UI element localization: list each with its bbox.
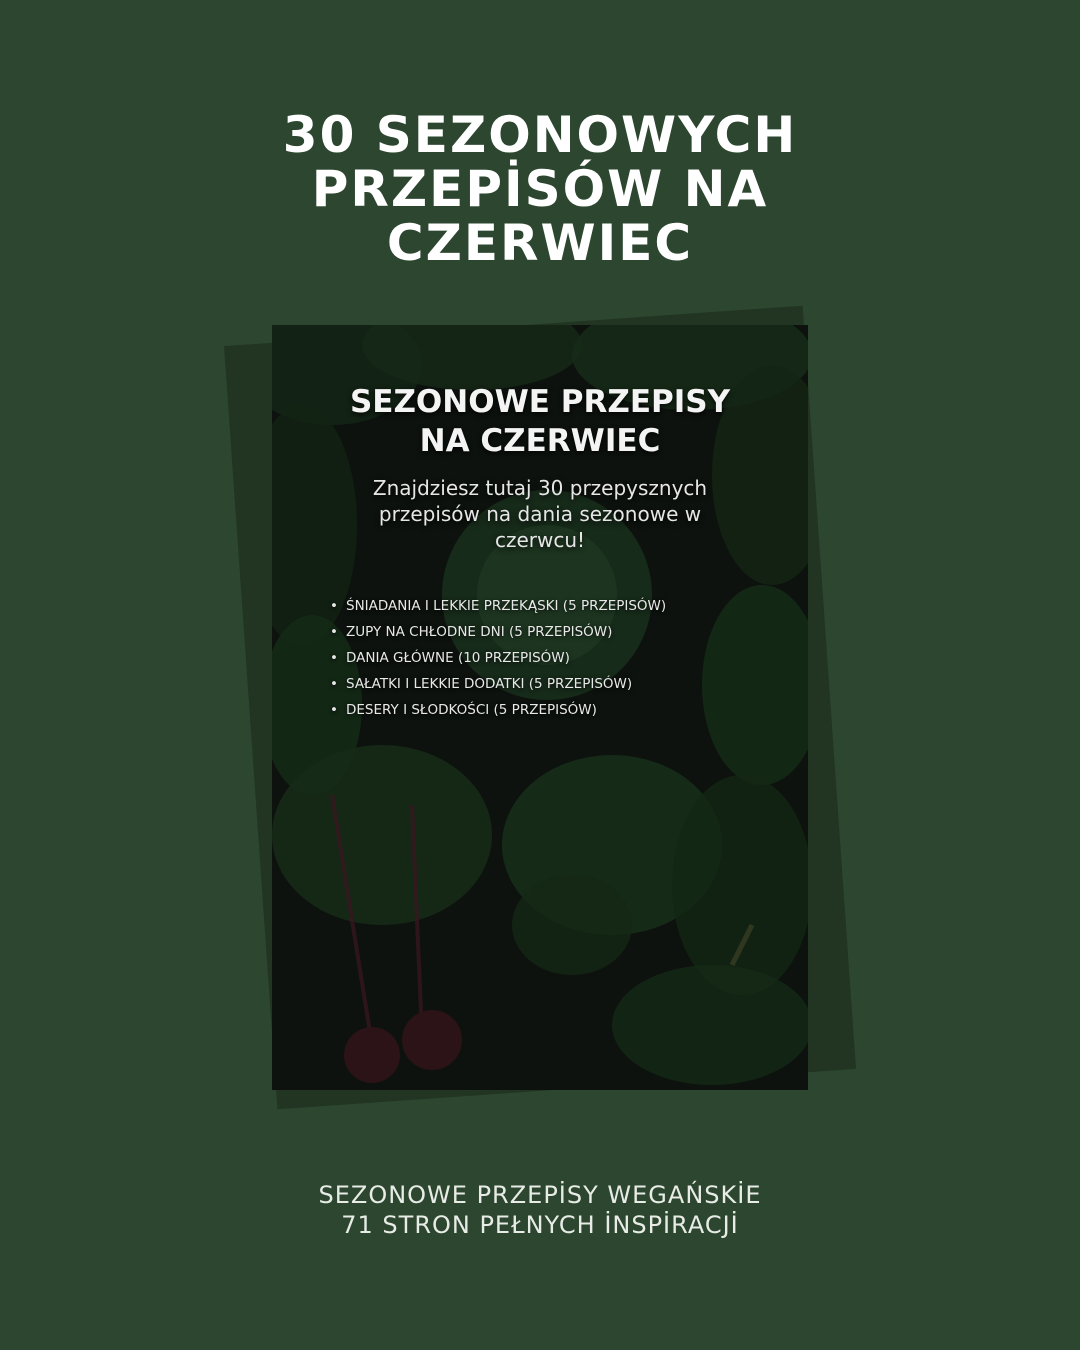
ebook-cover <box>272 325 808 1090</box>
list-item <box>328 619 788 645</box>
list-item-text: DESERY I SŁODKOŚCI (5 PRZEPISÓW) <box>346 702 597 718</box>
headline-line-3: CZERWIEC <box>386 214 694 272</box>
list-item <box>328 593 788 619</box>
list-item-text: ŚNIADANIA I LEKKIE PRZEKĄSKI (5 PRZEPISÓW) <box>346 598 667 614</box>
list-item-text: DANIA GŁÓWNE (10 PRZEPISÓW) <box>346 650 570 666</box>
list-item-text: SAŁATKI I LEKKIE DODATKI (5 PRZEPISÓW) <box>346 676 633 692</box>
footer-line-1: SEZONOWE PRZEPİSY WEGAŃSKİE <box>318 1181 762 1209</box>
bullet-icon: • <box>330 676 338 692</box>
headline <box>140 108 940 270</box>
footer-caption <box>140 1180 940 1240</box>
cover-contents-list <box>328 593 788 723</box>
bullet-icon: • <box>330 650 338 666</box>
list-item <box>328 697 788 723</box>
list-item <box>328 645 788 671</box>
cover-subtitle-line-2: przepisów na dania sezonowe w <box>378 502 702 526</box>
headline-line-1: 30 SEZONOWYCH <box>282 106 798 164</box>
bullet-icon: • <box>330 702 338 718</box>
bullet-icon: • <box>330 598 338 614</box>
cover-title <box>272 383 808 461</box>
cover-subtitle-line-3: czerwcu! <box>494 528 586 552</box>
cover-title-line-1: SEZONOWE PRZEPISY <box>349 384 731 420</box>
bullet-icon: • <box>330 624 338 640</box>
list-item <box>328 671 788 697</box>
footer-line-2: 71 STRON PEŁNYCH İNSPİRACJİ <box>341 1211 739 1239</box>
list-item-text: ZUPY NA CHŁODNE DNI (5 PRZEPISÓW) <box>346 624 613 640</box>
headline-line-2: PRZEPİSÓW NA <box>311 160 769 218</box>
cover-subtitle-line-1: Znajdziesz tutaj 30 przepysznych <box>372 476 708 500</box>
cover-title-line-2: NA CZERWIEC <box>419 423 661 459</box>
cover-subtitle <box>332 475 748 553</box>
